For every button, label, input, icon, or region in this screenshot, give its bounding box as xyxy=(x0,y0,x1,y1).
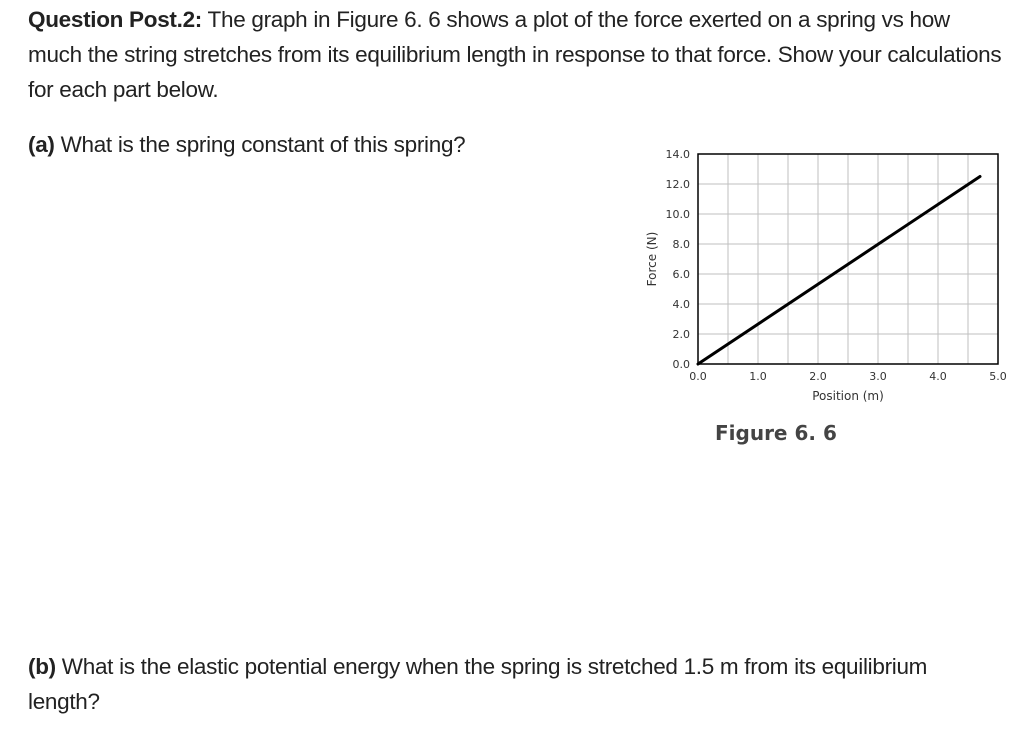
part-a-question xyxy=(28,127,465,162)
y-tick-label: 10.0 xyxy=(665,208,690,221)
y-tick-label: 0.0 xyxy=(672,358,690,371)
x-axis-label: Position (m) xyxy=(812,389,884,403)
y-tick-label: 14.0 xyxy=(665,148,690,161)
x-tick-label: 5.0 xyxy=(989,370,1007,383)
x-tick-label: 2.0 xyxy=(809,370,827,383)
question-text-part-2: shows a plot of the force exerted on a spring vs how much the string stretches from its equilibrium length in response to that force. Show your calculations for each part below. xyxy=(28,7,1002,102)
part-a-label: (a) xyxy=(28,132,55,157)
y-tick-label: 6.0 xyxy=(672,268,690,281)
part-b-label: (b) xyxy=(28,654,56,679)
question-text xyxy=(28,2,1003,107)
figure-reference: Figure 6. 6 xyxy=(336,7,441,32)
part-a-text: What is the spring constant of this spring? xyxy=(60,132,466,157)
y-axis-label: Force (N) xyxy=(645,231,659,287)
y-tick-label: 8.0 xyxy=(672,238,690,251)
y-tick-label: 2.0 xyxy=(672,328,690,341)
force-position-chart xyxy=(630,138,1020,413)
x-tick-labels xyxy=(689,370,1007,383)
y-tick-labels xyxy=(666,148,691,371)
y-tick-label: 12.0 xyxy=(665,178,690,191)
question-text-part-1: The graph in xyxy=(207,7,337,32)
x-tick-label: 0.0 xyxy=(689,370,707,383)
x-tick-label: 4.0 xyxy=(929,370,947,383)
figure-caption: Figure 6. 6 xyxy=(715,421,837,445)
x-tick-label: 1.0 xyxy=(749,370,767,383)
part-b-text: What is the elastic potential energy when the spring is stretched 1.5 m from its equilibrium length? xyxy=(28,654,928,714)
part-b-question xyxy=(28,649,988,719)
x-tick-label: 3.0 xyxy=(869,370,887,383)
question-label: Question Post.2: xyxy=(28,7,202,32)
y-tick-label: 4.0 xyxy=(672,298,690,311)
